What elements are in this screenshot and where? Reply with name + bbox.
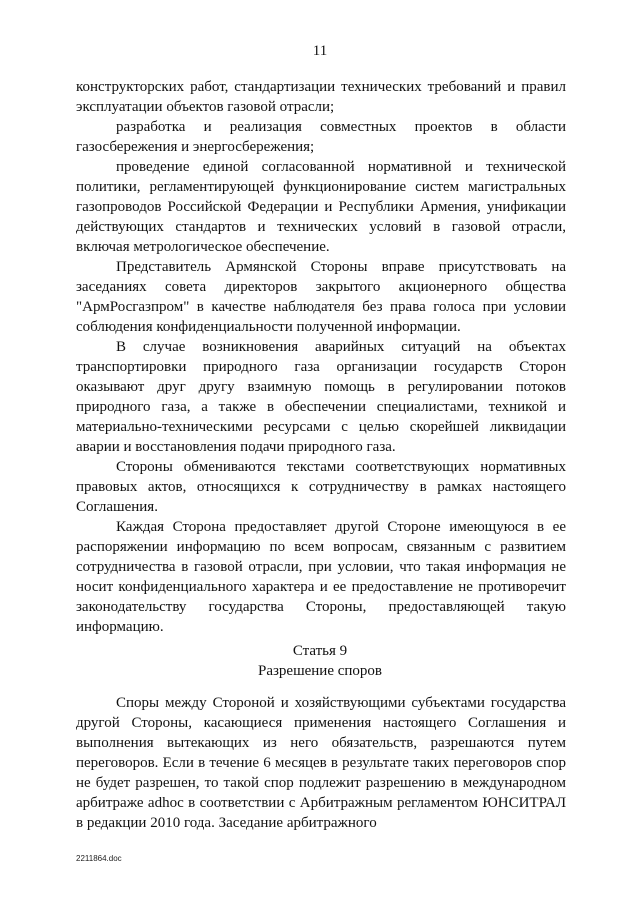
body-text-bottom xyxy=(76,693,566,833)
page-number: 11 xyxy=(312,43,328,59)
paragraph: Стороны обмениваются текстами соответствующих нормативных правовых актов, относящихся к сотрудничеству в рамках настоящего Соглашения. xyxy=(76,459,566,515)
paragraph: Представитель Армянской Стороны вправе присутствовать на заседаниях совета директоров закрытого акционерного общества "АрмРосгазпром" в качестве наблюдателя без права голоса при условии соблюдения конфиденциальности полученной информации. xyxy=(76,259,566,335)
paragraph: Споры между Стороной и хозяйствующими субъектами государства другой Стороны, касающиеся применения настоящего Соглашения и выполнения вытекающих из него обязательств, разрешаются путем переговоров. Если в течение 6 месяцев в результате таких переговоров спор не будет разрешен, то такой спор подлежит разрешению в международном арбитраже adhoc в соответствии с Арбитражным регламентом ЮНСИТРАЛ в редакции 2010 года. Заседание арбитражного xyxy=(76,695,566,831)
article-number: Статья 9 xyxy=(292,643,348,659)
paragraph: В случае возникновения аварийных ситуаций на объектах транспортировки природного газа организации государств Сторон оказывают друг другу взаимную помощь в регулировании потоков природного газа, а также в обеспечении специалистами, техникой и материально-техническими ресурсами с целью скорейшей ликвидации аварии и восстановления подачи природного газа. xyxy=(76,339,566,455)
document-filename: 2211864.doc xyxy=(76,854,122,863)
article-heading xyxy=(0,641,640,681)
paragraph: конструкторских работ, стандартизации технических требований и правил эксплуатации объектов газовой отрасли; xyxy=(76,79,566,115)
paragraph: Каждая Сторона предоставляет другой Стороне имеющуюся в ее распоряжении информацию по всем вопросам, связанным с развитием сотрудничества в газовой отрасли, при условии, что такая информация не носит конфиденциального характера и ее предоставление не противоречит законодательству государства Стороны, предоставляющей такую информацию. xyxy=(76,519,566,635)
body-text-top xyxy=(76,77,566,637)
article-title: Разрешение споров xyxy=(257,663,383,679)
paragraph: проведение единой согласованной нормативной и технической политики, регламентирующей функционирование систем магистральных газопроводов Российской Федерации и Республики Армения, унификации действующих стандартов и технических условий в газовой отрасли, включая метрологическое обеспечение. xyxy=(76,159,566,255)
paragraph: разработка и реализация совместных проектов в области газосбережения и энергосбережения; xyxy=(76,119,566,155)
